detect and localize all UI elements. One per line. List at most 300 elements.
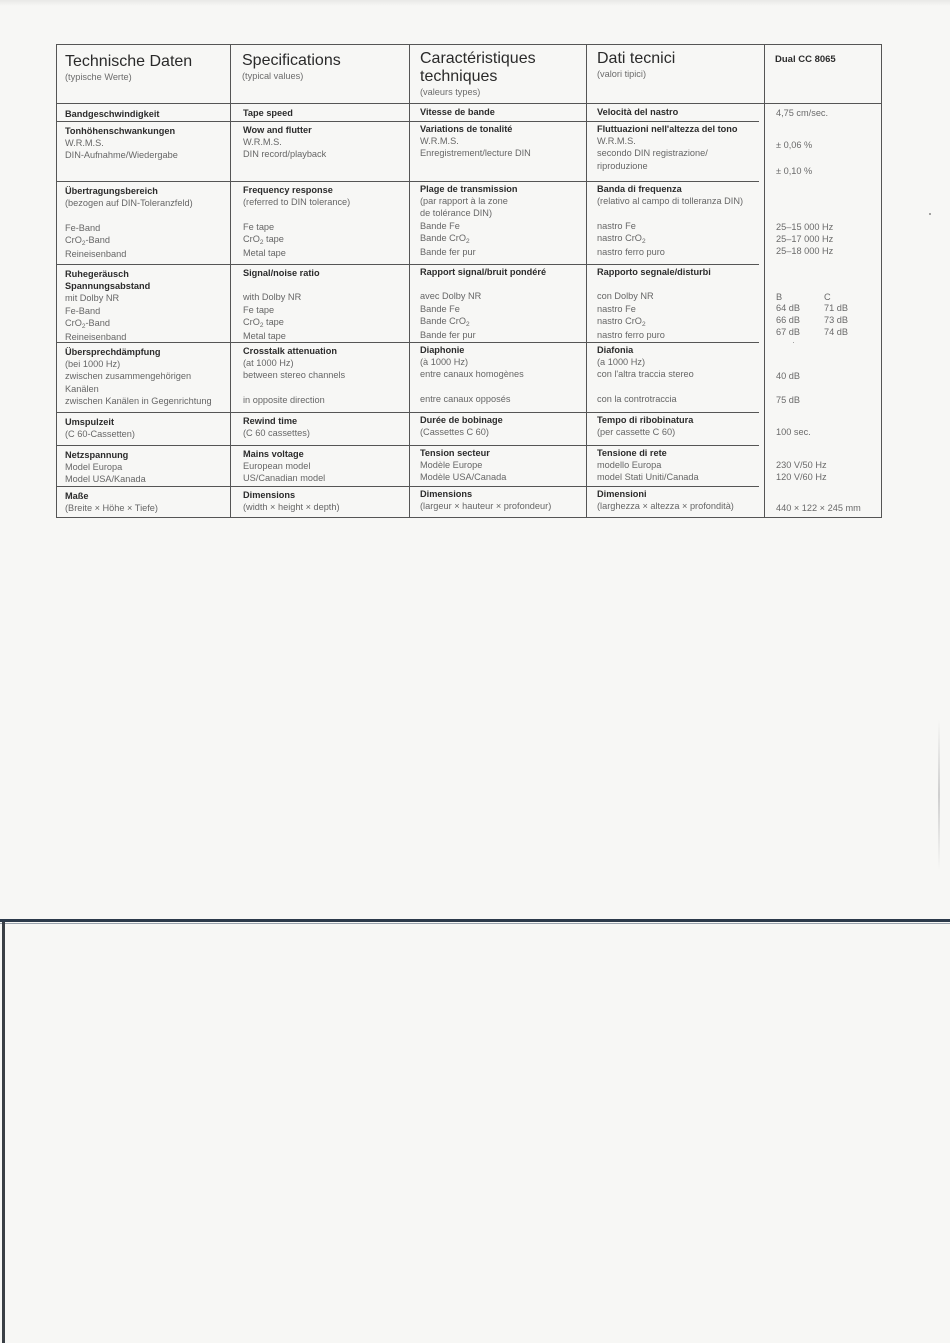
spec-line — [243, 345, 345, 357]
row-divider — [57, 342, 759, 343]
scan-speck — [929, 213, 931, 215]
spec-cell-fr — [420, 123, 531, 160]
spec-line — [243, 472, 325, 484]
spec-cell-fr — [420, 266, 546, 341]
column-divider — [409, 45, 410, 517]
spec-value: 4,75 cm/sec. — [776, 108, 829, 118]
spec-line — [420, 290, 546, 302]
header-de-title: Technische Daten — [65, 53, 193, 70]
spec-value: B — [776, 292, 783, 302]
spec-line — [420, 315, 546, 329]
spec-line — [597, 488, 734, 500]
spec-text: con la controtraccia — [597, 393, 677, 404]
spec-text: CrO — [65, 317, 82, 328]
spec-line — [597, 266, 711, 278]
spec-text: con Dolby NR — [597, 291, 654, 302]
spec-text: Reineisenband — [65, 249, 127, 259]
spec-text: nastro CrO — [597, 315, 642, 326]
spec-line — [243, 427, 310, 439]
spec-cell-fr — [420, 414, 503, 438]
spec-line — [420, 414, 503, 426]
spec-cell-en — [243, 415, 310, 439]
spec-cell-de — [65, 416, 135, 440]
spec-line — [420, 123, 531, 135]
spec-text: Bande Fe — [420, 303, 460, 314]
row-divider — [57, 445, 759, 446]
spec-line — [65, 461, 146, 473]
spec-line — [65, 108, 159, 120]
spec-line — [243, 136, 326, 148]
spec-line — [65, 416, 135, 428]
spec-cell-en — [243, 184, 350, 259]
spec-text: (C 60-Cassetten) — [65, 429, 135, 440]
spec-line — [597, 356, 694, 368]
spec-text: entre canaux homogènes — [420, 369, 524, 380]
spec-text: Dimensions — [420, 489, 473, 499]
spec-line — [243, 124, 326, 136]
spec-line — [65, 209, 193, 221]
spec-text: Model Europa — [65, 462, 123, 473]
spec-line — [243, 357, 345, 369]
spec-text: Bandgeschwindigkeit — [65, 109, 160, 119]
spec-line — [420, 303, 546, 315]
spec-line — [420, 147, 531, 159]
spec-value: 25–17 000 Hz — [776, 233, 834, 244]
spec-text: zwischen zusammengehörigen — [65, 371, 192, 382]
spec-line — [597, 106, 678, 118]
header-it-subtitle: (valori tipici) — [597, 69, 647, 79]
spec-text: Model USA/Kanada — [65, 474, 146, 485]
spec-line — [597, 232, 743, 246]
spec-line — [420, 329, 546, 341]
spec-text: (at 1000 Hz) — [243, 358, 294, 369]
spec-value: 440 × 122 × 245 mm — [776, 503, 861, 513]
spec-text: Rapporto segnale/disturbi — [597, 267, 711, 277]
subscript: 2 — [259, 238, 264, 246]
spec-text: Umspulzeit — [65, 417, 115, 427]
spec-line — [420, 195, 518, 207]
spec-line — [65, 383, 212, 395]
spec-text: Übertragungsbereich — [65, 186, 158, 196]
spec-line — [420, 278, 546, 290]
header-de-subtitle: (typische Werte) — [65, 72, 132, 82]
spec-text: Tonhöhenschwankungen — [65, 126, 176, 136]
spec-text: (per cassette C 60) — [597, 427, 676, 438]
spec-cell-en — [243, 448, 325, 485]
spec-line — [65, 305, 150, 317]
page-edge-shadow — [0, 0, 950, 6]
spec-line — [420, 266, 546, 278]
spec-value: 230 V/50 Hz — [776, 460, 827, 470]
spec-line — [597, 368, 694, 380]
spec-cell-en — [243, 345, 345, 406]
spec-text: nastro ferro puro — [597, 330, 665, 340]
spec-line — [420, 246, 518, 258]
spec-line — [65, 473, 146, 485]
spec-text: Übersprechdämpfung — [65, 347, 161, 357]
spec-line — [243, 221, 350, 233]
spec-value: 71 dB — [824, 303, 849, 313]
header-en-title: Specifications — [242, 52, 341, 69]
spec-value: 73 dB — [824, 315, 849, 325]
spec-text: con l'altra traccia stereo — [597, 369, 694, 380]
spec-cell-it — [597, 344, 694, 405]
spec-text: (larghezza × altezza × profondità) — [597, 501, 734, 512]
spec-text: nastro ferro puro — [597, 247, 665, 257]
spec-line — [243, 148, 326, 160]
spec-text: Velocità del nastro — [597, 107, 679, 117]
spec-line — [65, 248, 193, 260]
spec-cell-de — [65, 185, 193, 260]
spec-line — [597, 246, 743, 258]
header-it-title: Dati tecnici — [597, 50, 676, 67]
spec-line — [420, 488, 551, 500]
spec-text: Dimensions — [243, 490, 296, 500]
spec-line — [65, 502, 158, 514]
specifications-table — [56, 44, 882, 518]
spec-value: 40 dB — [776, 371, 801, 381]
spec-line — [243, 448, 325, 460]
spec-line — [597, 147, 738, 159]
spec-line — [597, 278, 711, 290]
spec-text: between stereo channels — [243, 370, 346, 381]
spec-line — [65, 490, 158, 502]
spec-line — [420, 393, 524, 405]
spec-text: DIN-Aufnahme/Wiedergabe — [65, 150, 178, 161]
spec-text: (bezogen auf DIN-Toleranzfeld) — [65, 198, 193, 209]
spec-cell-de — [65, 346, 212, 407]
spec-line — [243, 394, 345, 406]
spec-line — [420, 183, 518, 195]
header-de — [65, 53, 192, 83]
spec-text: Bande CrO — [420, 315, 466, 326]
spec-cell-de — [65, 268, 150, 343]
column-divider — [586, 45, 587, 517]
spec-line — [420, 459, 506, 471]
spec-line — [597, 207, 743, 219]
header-fr — [420, 50, 536, 98]
spec-text: nastro Fe — [597, 303, 636, 314]
spec-line — [420, 344, 524, 356]
spec-text: nastro CrO — [597, 232, 642, 243]
spec-value: 66 dB — [776, 315, 801, 325]
spec-line — [597, 315, 711, 329]
spec-line — [65, 370, 212, 382]
spec-text: W.R.M.S. — [243, 137, 282, 148]
spec-cell-en — [243, 267, 320, 342]
spec-text: (width × height × depth) — [243, 502, 340, 513]
spec-line — [65, 137, 178, 149]
spec-line — [420, 426, 503, 438]
spec-text: entre canaux opposés — [420, 393, 511, 404]
spec-line — [243, 382, 345, 394]
spec-cell-fr — [420, 183, 518, 258]
spec-cell-fr — [420, 488, 551, 512]
spec-text: Reineisenband — [65, 332, 127, 343]
spec-line — [420, 381, 524, 393]
spec-text: Fe tape — [243, 221, 275, 232]
spec-value: 25–18 000 Hz — [776, 245, 834, 256]
row-divider — [57, 103, 881, 104]
spec-text: Banda di frequenza — [597, 184, 682, 194]
spec-line — [597, 290, 711, 302]
scan-edge-left — [2, 922, 5, 1343]
spec-line — [243, 184, 350, 196]
spec-line — [597, 123, 738, 135]
spec-line — [597, 183, 743, 195]
spec-text: (referred to DIN tolerance) — [243, 197, 351, 208]
spec-text: nastro Fe — [597, 220, 636, 231]
spec-line — [243, 304, 320, 316]
spec-text: Rapport signal/bruit pondéré — [420, 267, 547, 277]
spec-line — [65, 280, 150, 292]
spec-cell-fr — [420, 106, 495, 118]
row-divider — [57, 486, 759, 487]
spec-text: US/Canadian model — [243, 473, 326, 484]
spec-text: W.R.M.S. — [65, 138, 104, 149]
spec-value: 100 sec. — [776, 427, 811, 437]
spec-cell-it — [597, 488, 734, 512]
spec-line — [243, 369, 345, 381]
scan-edge-line — [0, 919, 950, 922]
spec-text: in opposite direction — [243, 394, 325, 405]
spec-text: DIN record/playback — [243, 149, 327, 160]
spec-text-suffix: tape — [263, 233, 284, 244]
scan-speck — [793, 342, 794, 343]
header-fr-subtitle: (valeurs types) — [420, 87, 481, 97]
spec-line — [65, 358, 212, 370]
spec-line — [420, 220, 518, 232]
spec-text: riproduzione — [597, 160, 648, 171]
spec-line — [65, 234, 193, 248]
spec-text: secondo DIN registrazione/ — [597, 148, 708, 159]
spec-text: Mains voltage — [243, 449, 304, 459]
spec-text: Tape speed — [243, 108, 293, 118]
spec-line — [65, 317, 150, 331]
scan-margin-mark — [938, 720, 940, 870]
spec-text: W.R.M.S. — [597, 136, 636, 147]
spec-text: Tensione di rete — [597, 448, 667, 458]
model-name: Dual CC 8065 — [775, 54, 836, 65]
spec-text: Bande fer pur — [420, 330, 476, 340]
spec-line — [597, 414, 693, 426]
spec-text: modello Europa — [597, 460, 662, 471]
spec-cell-en — [243, 107, 293, 119]
spec-text: Wow and flutter — [243, 125, 312, 135]
spec-text: Spannungsabstand — [65, 281, 151, 292]
spec-text: Diafonia — [597, 345, 634, 355]
spec-text-suffix: -Band — [85, 317, 110, 328]
spec-text: W.R.M.S. — [420, 136, 459, 147]
spec-text: Fe-Band — [65, 222, 101, 233]
row-divider — [57, 412, 759, 413]
subscript: 2 — [465, 237, 470, 245]
row-divider — [57, 181, 759, 182]
spec-text: Fluttuazioni nell'altezza del tono — [597, 124, 738, 134]
header-it — [597, 50, 675, 80]
spec-cell-de — [65, 490, 158, 514]
column-divider — [764, 45, 765, 517]
spec-text: Vitesse de bande — [420, 107, 495, 117]
spec-line — [597, 329, 711, 341]
spec-line — [243, 291, 320, 303]
spec-cell-en — [243, 489, 340, 513]
spec-line — [597, 459, 699, 471]
spec-line — [243, 460, 325, 472]
spec-text: Variations de tonalité — [420, 124, 513, 134]
spec-text: Kanälen — [65, 383, 99, 394]
spec-value: ± 0,06 % — [776, 140, 813, 150]
spec-line — [243, 489, 340, 501]
spec-text: Modèle USA/Canada — [420, 472, 507, 483]
spec-text: Plage de transmission — [420, 184, 518, 194]
spec-line — [597, 500, 734, 512]
spec-text: Frequency response — [243, 185, 333, 195]
spec-cell-en — [243, 124, 326, 161]
spec-cell-it — [597, 106, 678, 118]
spec-text: Maße — [65, 491, 89, 501]
spec-line — [243, 279, 320, 291]
spec-line — [420, 135, 531, 147]
spec-line — [65, 149, 178, 161]
spec-text: Dimensioni — [597, 489, 647, 499]
spec-line — [420, 447, 506, 459]
spec-text: Bande CrO — [420, 232, 466, 243]
spec-value: 64 dB — [776, 303, 801, 313]
spec-line — [420, 368, 524, 380]
spec-text: European model — [243, 461, 311, 472]
spec-line — [65, 449, 146, 461]
spec-line — [65, 346, 212, 358]
row-divider — [57, 264, 759, 265]
spec-text: (largeur × hauteur × profondeur) — [420, 501, 552, 512]
spec-text: Tension secteur — [420, 448, 490, 458]
spec-text: (relativo al campo di tolleranza DIN) — [597, 196, 744, 207]
spec-line — [420, 471, 506, 483]
spec-line — [65, 222, 193, 234]
spec-cell-fr — [420, 344, 524, 405]
spec-text: model Stati Uniti/Canada — [597, 472, 699, 483]
subscript: 2 — [465, 320, 470, 328]
spec-text: Bande Fe — [420, 220, 460, 231]
subscript: 2 — [81, 322, 86, 330]
spec-text: Metal tape — [243, 248, 286, 258]
spec-cell-it — [597, 266, 711, 341]
spec-text: Modèle Europe — [420, 460, 483, 471]
spec-value: 25–15 000 Hz — [776, 222, 834, 232]
spec-text: Ruhegeräusch — [65, 269, 129, 279]
spec-text: Metal tape — [243, 331, 286, 341]
spec-cell-it — [597, 183, 743, 258]
spec-text: Netzspannung — [65, 450, 129, 460]
spec-line — [597, 344, 694, 356]
spec-text: Diaphonie — [420, 345, 465, 355]
spec-line — [65, 185, 193, 197]
header-fr-title-line1: Caractéristiques — [420, 50, 536, 67]
spec-line — [243, 247, 350, 259]
spec-text: with Dolby NR — [243, 292, 302, 303]
spec-line — [597, 393, 694, 405]
spec-text: mit Dolby NR — [65, 293, 120, 304]
spec-line — [65, 428, 135, 440]
subscript: 2 — [641, 320, 646, 328]
spec-line — [597, 195, 743, 207]
spec-text: CrO — [243, 316, 260, 327]
spec-line — [243, 267, 320, 279]
spec-text: (bei 1000 Hz) — [65, 359, 121, 370]
spec-value: C — [824, 292, 831, 302]
spec-text: (par rapport à la zone — [420, 196, 508, 207]
spec-text: Bande fer pur — [420, 247, 476, 258]
spec-text: Rewind time — [243, 416, 298, 426]
spec-line — [420, 500, 551, 512]
spec-line — [243, 107, 293, 119]
spec-text: de tolérance DIN) — [420, 208, 493, 219]
subscript: 2 — [259, 321, 264, 329]
spec-text: Tempo di ribobinatura — [597, 415, 694, 425]
header-en — [242, 52, 341, 82]
spec-line — [420, 232, 518, 246]
spec-line — [597, 447, 699, 459]
spec-line — [65, 197, 193, 209]
spec-line — [597, 160, 738, 172]
spec-line — [243, 233, 350, 247]
spec-text: Durée de bobinage — [420, 415, 503, 425]
spec-line — [420, 207, 518, 219]
spec-value: 74 dB — [824, 327, 849, 337]
spec-line — [65, 292, 150, 304]
spec-line — [420, 356, 524, 368]
spec-text: (à 1000 Hz) — [420, 357, 469, 368]
spec-line — [243, 316, 320, 330]
spec-line — [243, 330, 320, 342]
spec-value: 120 V/60 Hz — [776, 472, 827, 482]
spec-line — [597, 303, 711, 315]
row-divider — [57, 121, 759, 122]
spec-text: Enregistrement/lecture DIN — [420, 148, 531, 159]
spec-line — [243, 208, 350, 220]
spec-text: (a 1000 Hz) — [597, 357, 646, 368]
header-en-subtitle: (typical values) — [242, 71, 304, 81]
spec-line — [597, 471, 699, 483]
spec-text: (C 60 cassettes) — [243, 428, 310, 439]
spec-text: (Cassettes C 60) — [420, 427, 489, 438]
spec-cell-de — [65, 125, 178, 162]
spec-cell-it — [597, 414, 693, 438]
spec-line — [243, 501, 340, 513]
spec-line — [597, 426, 693, 438]
spec-cell-fr — [420, 447, 506, 484]
spec-line — [420, 106, 495, 118]
spec-value: 75 dB — [776, 395, 801, 405]
column-divider — [230, 45, 231, 517]
spec-text: Crosstalk attenuation — [243, 346, 337, 356]
spec-text-suffix: -Band — [85, 234, 110, 245]
spec-cell-it — [597, 123, 738, 172]
subscript: 2 — [81, 239, 86, 247]
spec-cell-it — [597, 447, 699, 484]
spec-line — [597, 135, 738, 147]
spec-line — [65, 125, 178, 137]
spec-text: Fe-Band — [65, 305, 101, 316]
header-fr-title-line2: techniques — [420, 68, 498, 85]
spec-text: Signal/noise ratio — [243, 268, 320, 278]
spec-text: CrO — [243, 233, 260, 244]
spec-text: CrO — [65, 234, 82, 245]
spec-text: (Breite × Höhe × Tiefe) — [65, 503, 158, 514]
spec-line — [65, 395, 212, 407]
spec-cell-de — [65, 108, 159, 120]
